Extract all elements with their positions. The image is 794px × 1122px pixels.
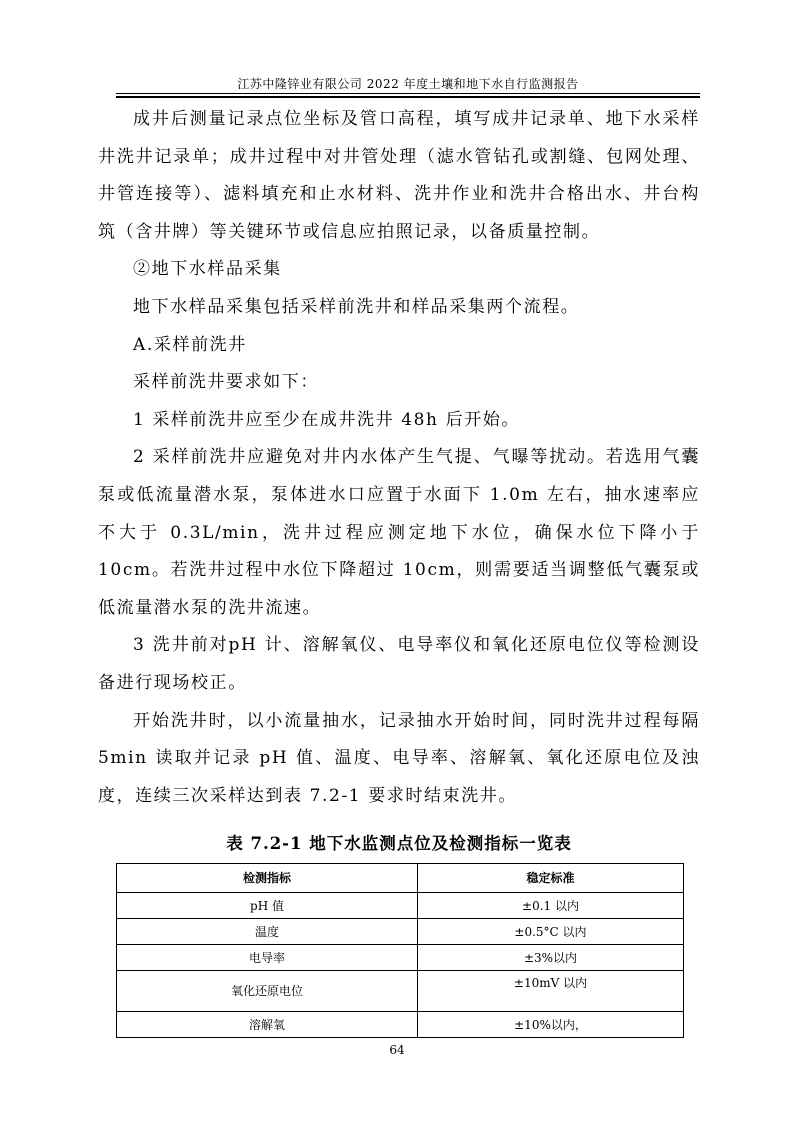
list-item: 2 采样前洗井应避免对井内水体产生气提、气曝等扰动。若选用气囊泵或低流量潜水泵，泵体进水口应置于水面下 1.0m 左右，抽水速率应不大于 0.3L/min，洗井过程应测定地下水位，确保水位下降小于 10cm。若洗井过程中水位下降超过 10cm，则需要适当调整低气囊泵或低流量潜水泵的洗井流速。 <box>98 447 700 618</box>
table-row <box>117 893 684 919</box>
list-item: 3 洗井前对pH 计、溶解氧仪、电导率仪和氧化还原电位仪等检测设备进行现场校正。 <box>98 635 700 693</box>
indicator-cell: 电导率 <box>117 945 418 971</box>
paragraph: 开始洗井时，以小流量抽水，记录抽水开始时间，同时洗井过程每隔5min 读取并记录 pH 值、温度、电导率、溶解氧、氧化还原电位及浊度，连续三次采样达到表 7.2-1 要求时结束洗井。 <box>98 710 700 806</box>
standard-cell: ±10%以内， <box>418 1012 684 1038</box>
column-header-indicator: 检测指标 <box>117 864 418 893</box>
paragraph: 采样前洗井要求如下： <box>133 372 319 393</box>
standard-cell: ±0.5°C 以内 <box>418 919 684 945</box>
table-caption: 表 7.2-1 地下水监测点位及检测指标一览表 <box>226 834 572 853</box>
subsection-heading: A.采样前洗井 <box>133 334 247 355</box>
table-row <box>117 945 684 971</box>
table-header-row <box>117 864 684 893</box>
list-item: 1 采样前洗井应至少在成井洗井 48h 后开始。 <box>133 409 521 430</box>
indicator-cell: 氧化还原电位 <box>117 971 418 1012</box>
page-number: 64 <box>389 1043 405 1057</box>
table-row <box>117 919 684 945</box>
standard-cell: ±10mV 以内 <box>418 971 684 1012</box>
paragraph: 地下水样品采集包括采样前洗井和样品采集两个流程。 <box>133 296 580 317</box>
paragraph: 成井后测量记录点位坐标及管口高程，填写成井记录单、地下水采样井洗井记录单；成井过程中对井管处理（滤水管钻孔或割缝、包网处理、井管连接等）、滤料填充和止水材料、洗井作业和洗井合格出水、井台构筑（含井牌）等关键环节或信息应拍照记录，以备质量控制。 <box>98 109 700 242</box>
standard-cell: ±3%以内 <box>418 945 684 971</box>
column-header-standard: 稳定标准 <box>418 864 684 893</box>
report-header: 江苏中隆锌业有限公司 2022 年度土壤和地下水自行监测报告 <box>237 77 579 91</box>
body-text <box>98 101 700 815</box>
indicator-cell: pH 值 <box>117 893 418 919</box>
table-row <box>117 971 684 1012</box>
table-row <box>117 1012 684 1038</box>
indicator-table <box>116 863 684 1038</box>
header-divider-thick <box>116 96 700 98</box>
standard-cell: ±0.1 以内 <box>418 893 684 919</box>
indicator-cell: 溶解氧 <box>117 1012 418 1038</box>
header-divider <box>116 93 700 94</box>
section-heading: ②地下水样品采集 <box>133 259 282 280</box>
indicator-cell: 温度 <box>117 919 418 945</box>
